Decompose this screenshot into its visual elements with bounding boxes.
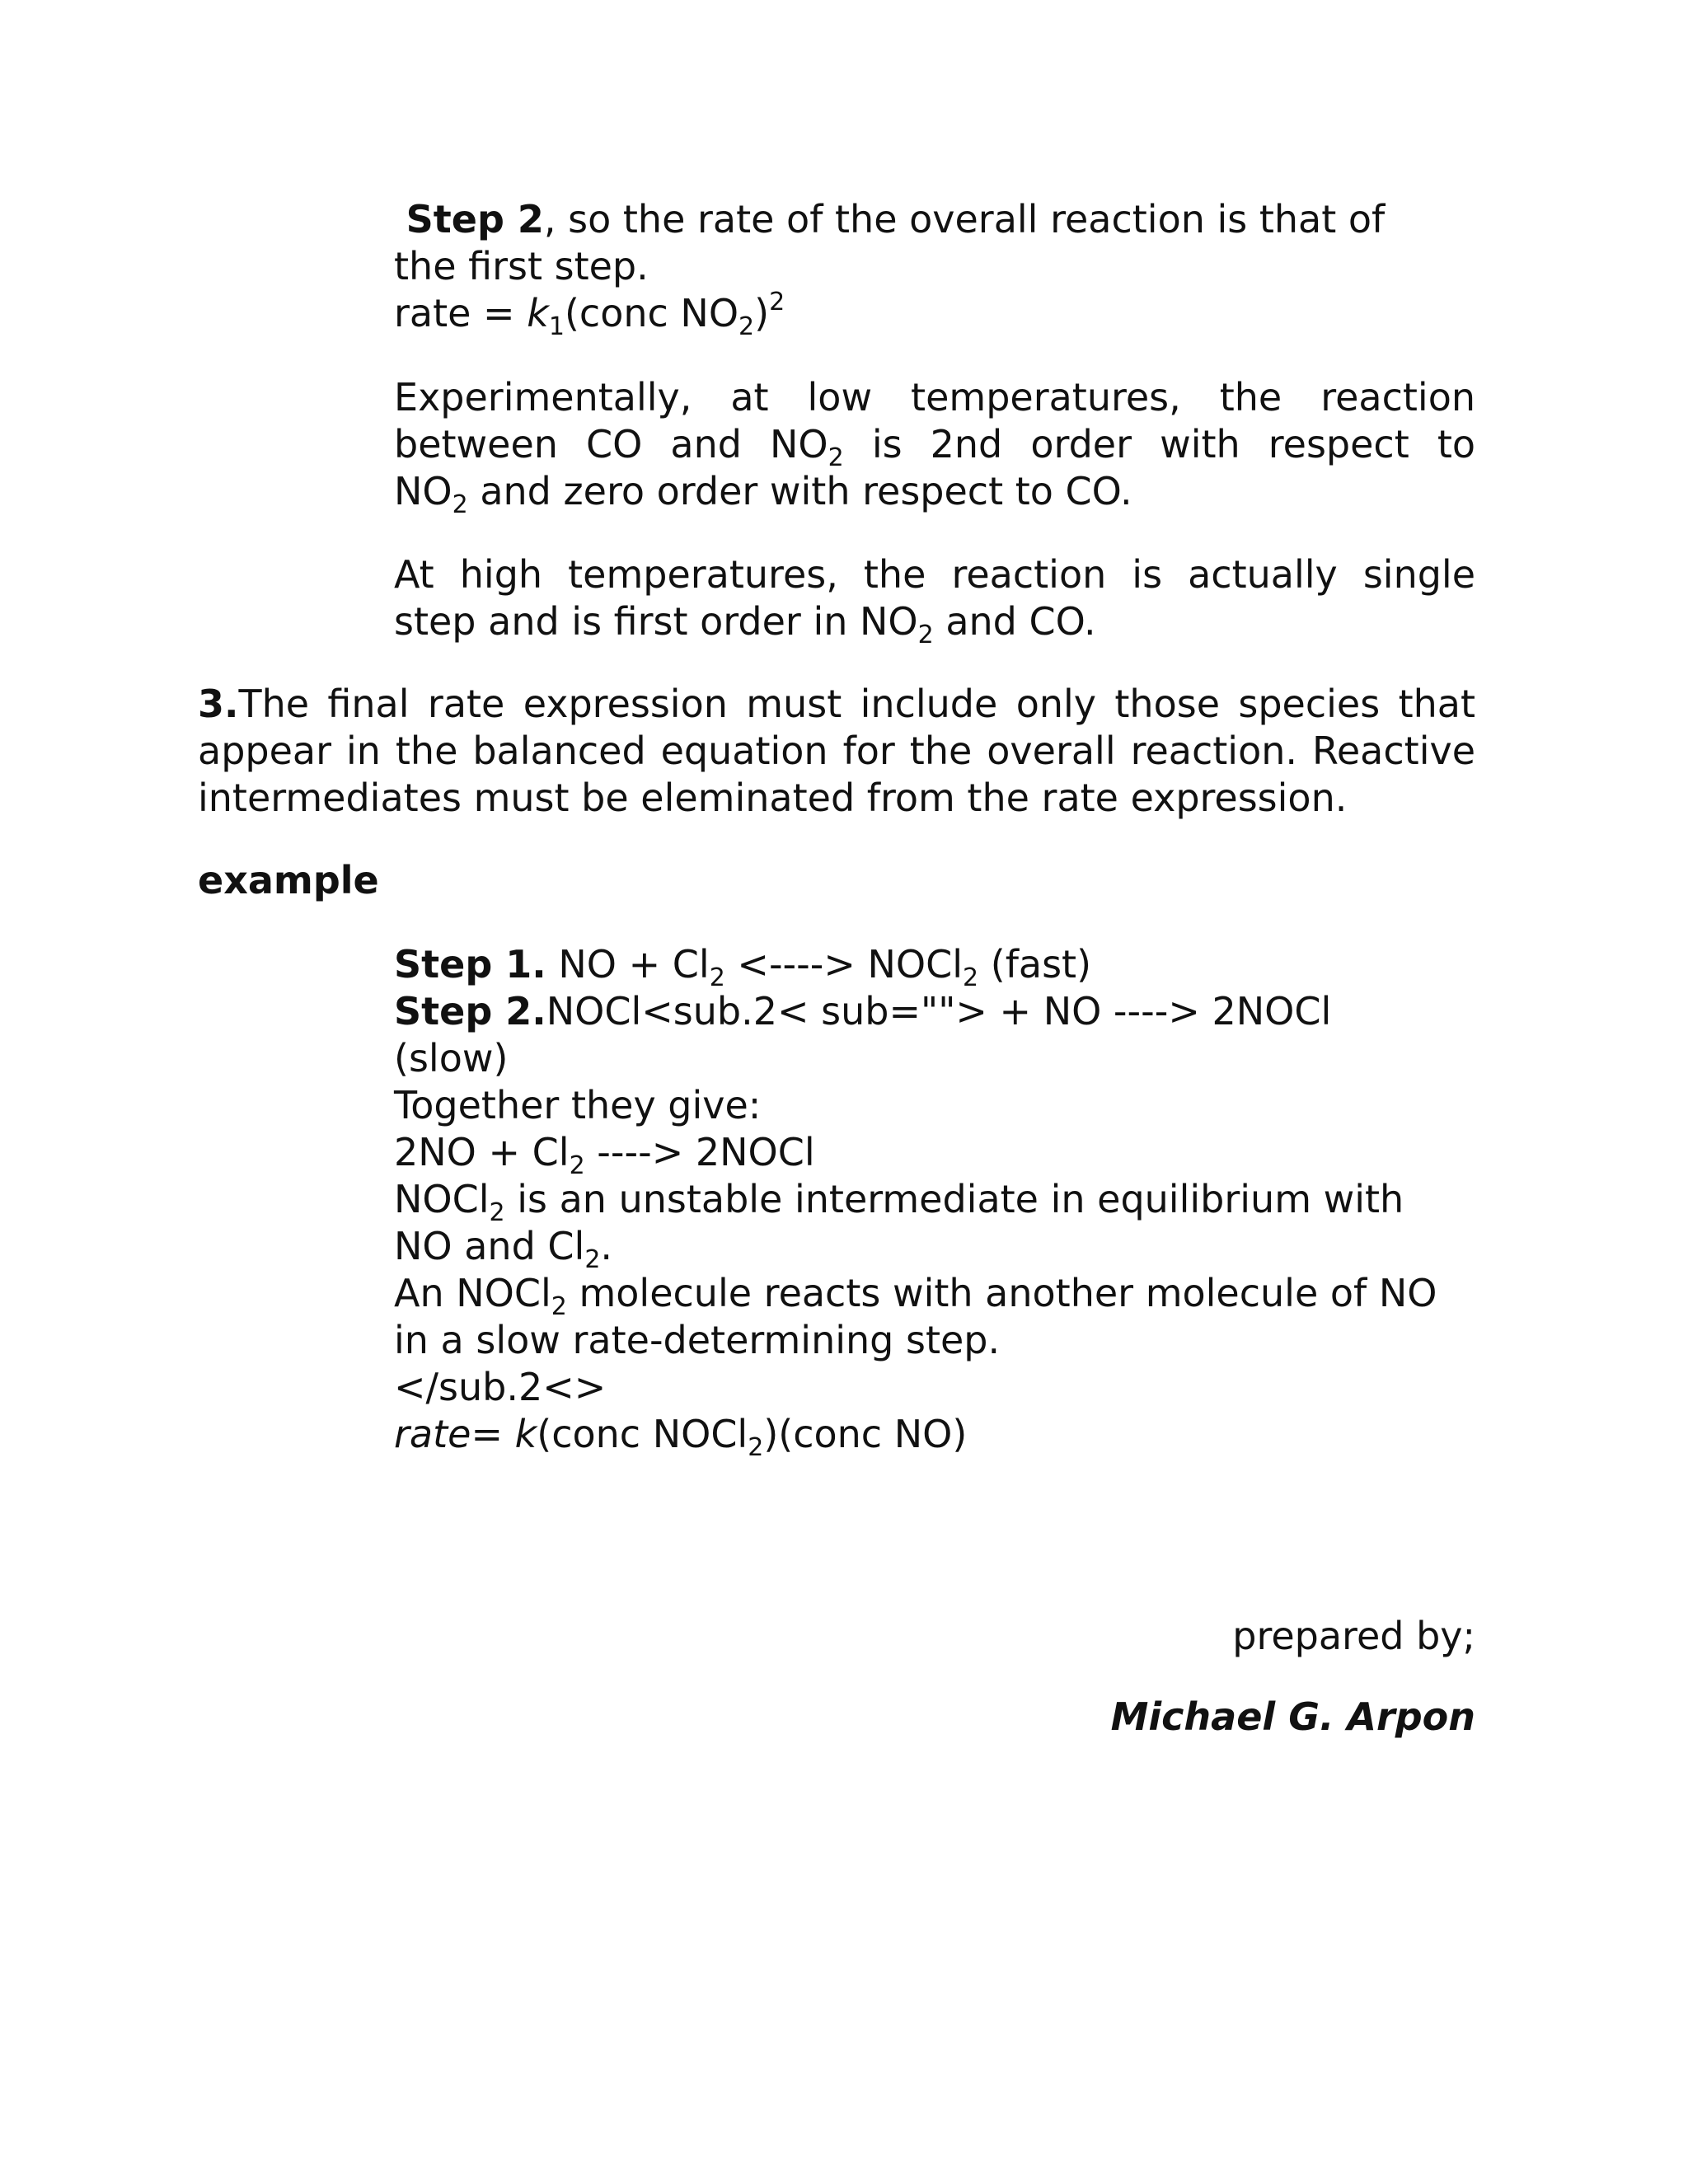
high-temp-paragraph — [394, 551, 1475, 649]
low-temp-line-2: between CO and $NO_2$ is 2nd order with respect to — [394, 422, 1475, 472]
point-3-paragraph — [198, 681, 1475, 822]
example-intermediate-line-2: NO and $Cl_2$. — [394, 1224, 613, 1274]
intro-line-2: the first step. — [394, 244, 649, 288]
low-temp-line-1: Experimentally, at low temperatures, the reaction — [394, 375, 1475, 419]
example-heading-block — [198, 857, 1475, 904]
step-2-label: Step 2 — [406, 197, 544, 241]
author-name: Michael G. Arpon — [1110, 1694, 1475, 1739]
example-molecule-line-1: An NOCl$_2$ molecule reacts with another molecule of NO — [394, 1271, 1437, 1321]
example-together: Together they give: — [394, 1083, 762, 1127]
prepared-by-label: prepared by; — [1232, 1614, 1475, 1658]
example-heading: example — [198, 858, 379, 902]
low-temp-line-3: $NO_2$ and zero order with respect to CO. — [394, 469, 1132, 519]
intro-block — [394, 196, 1475, 341]
point-3-line-2: appear in the balanced equation for the overall reaction. Reactive — [198, 729, 1475, 773]
example-step-2: Step 2.NOCl<sub.2< sub=""> + NO ----> 2NOCl — [394, 989, 1332, 1033]
high-temp-line-2: step and is first order in $NO_2$ and CO. — [394, 599, 1096, 649]
example-close-tag: </sub.2<> — [394, 1365, 607, 1409]
intro-line-1: Step 2, so the rate of the overall reaction is that of — [406, 197, 1386, 241]
example-step-2-cont: (slow) — [394, 1036, 509, 1080]
point-3-line-3: intermediates must be eleminated from the rate expression. — [198, 776, 1348, 820]
example-block — [394, 941, 1475, 1462]
example-step-1: Step 1. NO + $Cl_2$ <----> NOCl$_2$ (fast) — [394, 942, 1092, 992]
low-temp-paragraph — [394, 374, 1475, 519]
point-3-line-1: 3.The final rate expression must include only those species that — [198, 682, 1475, 726]
signature-block — [824, 1613, 1475, 1741]
point-3-number: 3. — [198, 682, 239, 726]
high-temp-line-1: At high temperatures, the reaction is actually single — [394, 552, 1475, 597]
example-intermediate-line-1: NOCl$_2$ is an unstable intermediate in equilibrium with — [394, 1177, 1404, 1227]
rate-equation-1: rate = $k_1(conc$ $NO_2)^2$ — [394, 288, 785, 341]
example-overall-equation: $2NO + Cl_2$ ----> 2NOCl — [394, 1130, 815, 1180]
example-molecule-line-2: in a slow rate-determining step. — [394, 1318, 1001, 1362]
example-rate-expression: rate= k(conc NOCl$_2$)(conc NO) — [394, 1412, 968, 1462]
